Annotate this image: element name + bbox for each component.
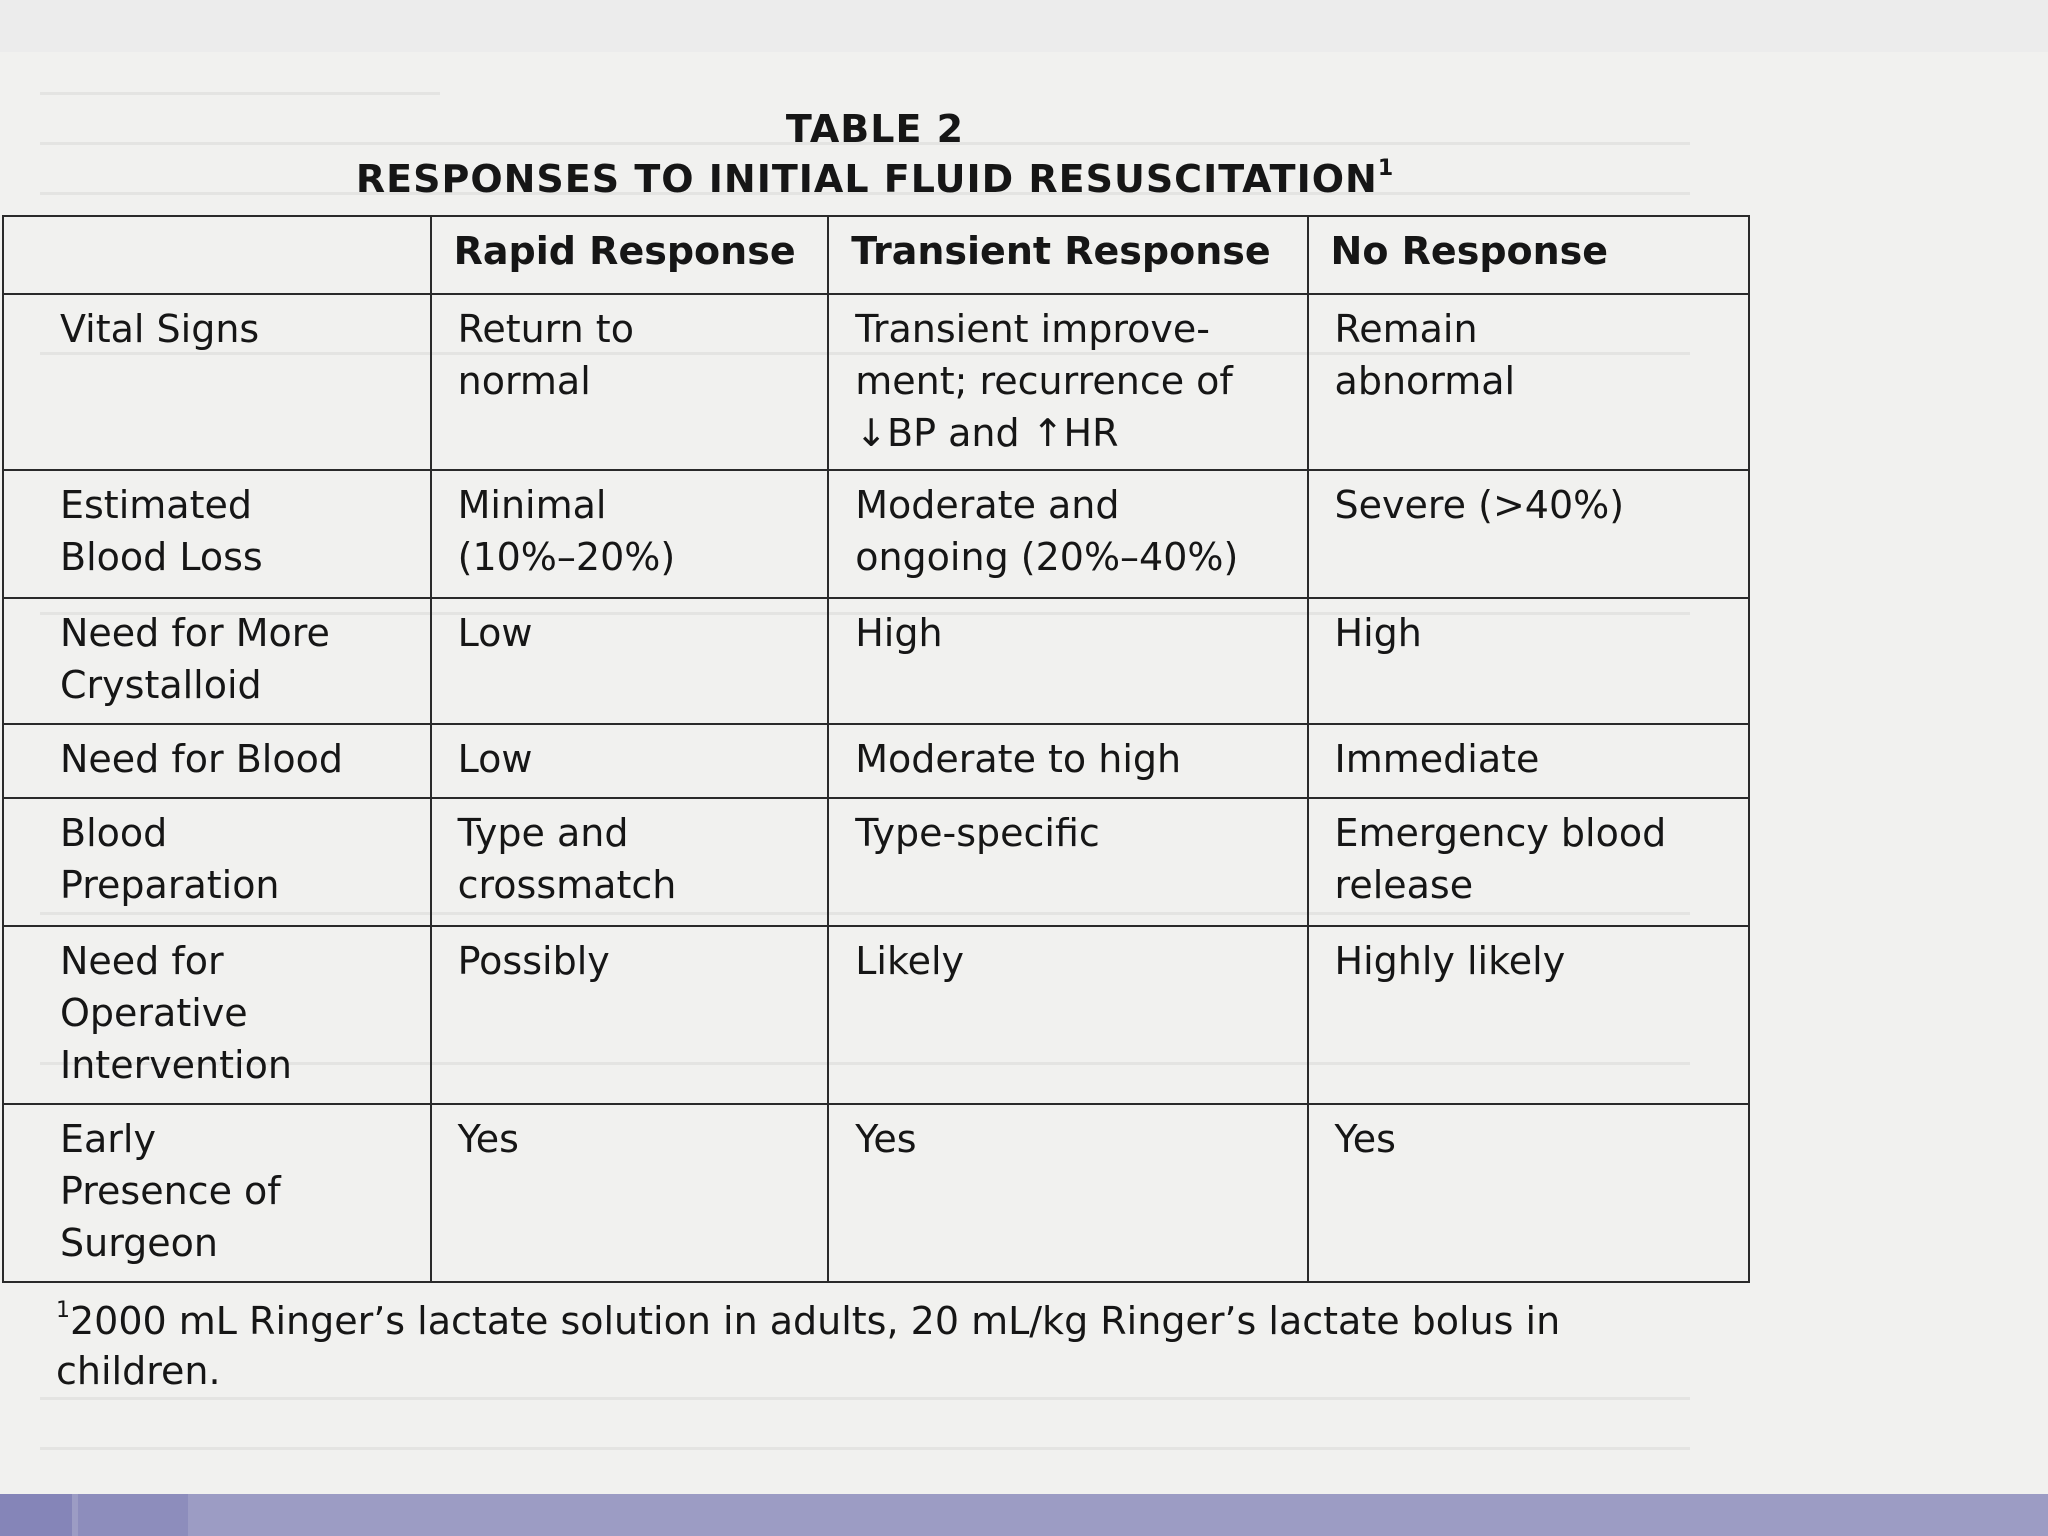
bottom-bar-block	[78, 1494, 188, 1536]
cell-line: normal	[457, 359, 591, 403]
cell-line: Need for Blood	[60, 737, 343, 781]
cell-line: Severe (>40%)	[1334, 483, 1625, 527]
row-label	[3, 724, 431, 798]
table-heading-text: RESPONSES TO INITIAL FLUID RESUSCITATION	[355, 157, 1378, 201]
cell-line: Crystalloid	[60, 663, 262, 707]
responses-table	[2, 215, 1750, 1283]
cell-line: Low	[457, 737, 533, 781]
cell-rapid	[431, 470, 829, 598]
table-title	[0, 104, 1750, 204]
table-row	[3, 294, 1749, 470]
row-label	[3, 294, 431, 470]
bottom-bar-block	[0, 1494, 72, 1536]
cell-no-response	[1308, 470, 1749, 598]
cell-line: release	[1334, 863, 1474, 907]
cell-line: Immediate	[1334, 737, 1540, 781]
cell-no-response	[1308, 724, 1749, 798]
cell-line: Minimal	[457, 483, 607, 527]
footnote-marker: 1	[1377, 156, 1395, 181]
cell-no-response	[1308, 598, 1749, 724]
footnote-line: children.	[56, 1349, 221, 1393]
table-row	[3, 598, 1749, 724]
cell-line: Presence of	[60, 1169, 281, 1213]
header-rapid-response: Rapid Response	[431, 216, 829, 294]
cell-line: Vital Signs	[60, 307, 260, 351]
footnote-text: 2000 mL Ringer’s lactate solution in adults, 20 mL/kg Ringer’s lactate bolus in	[70, 1299, 1561, 1343]
cell-line: Type and	[457, 811, 629, 855]
footnote-line	[56, 1296, 1756, 1346]
cell-line: Return to	[457, 307, 634, 351]
cell-line: Type-specific	[855, 811, 1100, 855]
cell-line: Transient improve-	[855, 307, 1210, 351]
table-row	[3, 470, 1749, 598]
cell-transient	[828, 798, 1307, 926]
cell-line: Emergency blood	[1334, 811, 1667, 855]
cell-line: Likely	[855, 939, 965, 983]
table-row	[3, 926, 1749, 1104]
cell-rapid	[431, 798, 829, 926]
bleed-through-line	[40, 92, 440, 95]
cell-transient	[828, 470, 1307, 598]
cell-no-response	[1308, 926, 1749, 1104]
cell-line: High	[855, 611, 943, 655]
cell-line: (10%–20%)	[457, 535, 676, 579]
cell-line: ment; recurrence of	[855, 359, 1233, 403]
table-footnote	[56, 1296, 1756, 1396]
cell-line: Low	[457, 611, 533, 655]
cell-line: ongoing (20%–40%)	[855, 535, 1239, 579]
cell-rapid	[431, 926, 829, 1104]
cell-line: Yes	[457, 1117, 519, 1161]
row-label	[3, 470, 431, 598]
cell-line: Possibly	[457, 939, 610, 983]
cell-transient	[828, 294, 1307, 470]
cell-line: Early	[60, 1117, 156, 1161]
table-row	[3, 724, 1749, 798]
cell-line: Blood Loss	[60, 535, 263, 579]
scanned-page	[0, 52, 2048, 1494]
table-number: TABLE 2	[785, 107, 965, 151]
cell-line: abnormal	[1334, 359, 1516, 403]
header-no-response: No Response	[1308, 216, 1749, 294]
table-heading	[0, 154, 1750, 204]
cell-transient	[828, 598, 1307, 724]
table-header-row	[3, 216, 1749, 294]
cell-transient	[828, 926, 1307, 1104]
cell-line: Blood	[60, 811, 168, 855]
footnote-marker: 1	[56, 1298, 70, 1323]
row-label	[3, 926, 431, 1104]
cell-line: Highly likely	[1334, 939, 1566, 983]
cell-no-response	[1308, 294, 1749, 470]
cell-line: Yes	[1334, 1117, 1396, 1161]
row-label	[3, 598, 431, 724]
cell-line: Moderate and	[855, 483, 1120, 527]
bleed-through-line	[40, 1397, 1690, 1400]
cell-line: Need for	[60, 939, 224, 983]
cell-line: Preparation	[60, 863, 280, 907]
cell-line: Estimated	[60, 483, 252, 527]
cell-rapid	[431, 294, 829, 470]
cell-transient	[828, 1104, 1307, 1282]
cell-rapid	[431, 1104, 829, 1282]
table-row	[3, 1104, 1749, 1282]
cell-line: Surgeon	[60, 1221, 218, 1265]
cell-line: Yes	[855, 1117, 917, 1161]
cell-no-response	[1308, 798, 1749, 926]
row-label	[3, 798, 431, 926]
header-cell-blank	[3, 216, 431, 294]
cell-line: ↓BP and ↑HR	[855, 411, 1119, 455]
row-label	[3, 1104, 431, 1282]
cell-transient	[828, 724, 1307, 798]
cell-rapid	[431, 598, 829, 724]
cell-line: Need for More	[60, 611, 330, 655]
header-transient-response: Transient Response	[828, 216, 1307, 294]
top-band	[0, 0, 2048, 52]
table-row	[3, 798, 1749, 926]
cell-line: Operative	[60, 991, 248, 1035]
cell-rapid	[431, 724, 829, 798]
cell-line: High	[1334, 611, 1422, 655]
cell-line: Remain	[1334, 307, 1478, 351]
cell-line: Moderate to high	[855, 737, 1182, 781]
cell-line: Intervention	[60, 1043, 292, 1087]
bleed-through-line	[40, 1447, 1690, 1450]
cell-line: crossmatch	[457, 863, 677, 907]
cell-no-response	[1308, 1104, 1749, 1282]
bottom-bar	[0, 1494, 2048, 1536]
